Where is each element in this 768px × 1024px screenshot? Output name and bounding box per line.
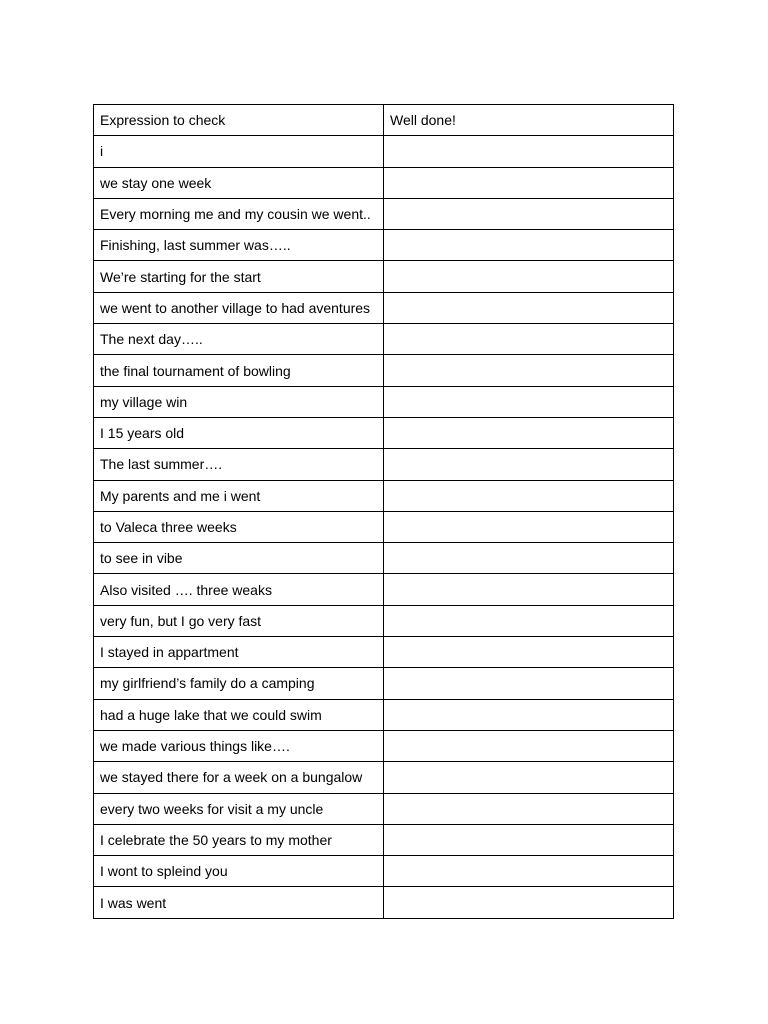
expression-cell: The last summer…. [94,449,384,480]
check-cell [384,637,674,668]
check-cell [384,543,674,574]
expression-cell: we stayed there for a week on a bungalow [94,762,384,793]
table-row [94,511,674,542]
expression-cell: we stay one week [94,167,384,198]
check-cell [384,605,674,636]
check-cell [384,793,674,824]
expression-cell: Also visited …. three weaks [94,574,384,605]
expression-cell: my girlfriend’s family do a camping [94,668,384,699]
table-row [94,605,674,636]
expression-cell: the final tournament of bowling [94,355,384,386]
table-row [94,230,674,261]
check-cell [384,261,674,292]
check-cell [384,136,674,167]
expression-cell: we went to another village to had aventures [94,292,384,323]
expression-cell: every two weeks for visit a my uncle [94,793,384,824]
check-cell [384,511,674,542]
table-row [94,324,674,355]
table-row [94,887,674,918]
table-header-row [94,105,674,136]
check-cell [384,292,674,323]
check-cell [384,386,674,417]
check-cell [384,324,674,355]
check-cell [384,167,674,198]
table-row [94,762,674,793]
check-cell [384,417,674,448]
table-row [94,793,674,824]
expression-cell: We’re starting for the start [94,261,384,292]
check-cell [384,230,674,261]
expression-cell: I stayed in appartment [94,637,384,668]
expression-cell: to see in vibe [94,543,384,574]
header-expression-cell: Expression to check [94,105,384,136]
table-row [94,543,674,574]
table-row [94,136,674,167]
table-row [94,449,674,480]
check-cell [384,668,674,699]
expression-cell: I was went [94,887,384,918]
table-row [94,386,674,417]
expression-check-table [93,104,674,919]
check-cell [384,574,674,605]
check-cell [384,762,674,793]
check-cell [384,699,674,730]
expression-cell: I celebrate the 50 years to my mother [94,824,384,855]
expression-cell: I 15 years old [94,417,384,448]
table-row [94,637,674,668]
table-row [94,856,674,887]
expression-cell: Every morning me and my cousin we went.. [94,198,384,229]
table-row [94,355,674,386]
table-row [94,574,674,605]
expression-cell: had a huge lake that we could swim [94,699,384,730]
check-cell [384,824,674,855]
expression-cell: The next day….. [94,324,384,355]
check-cell [384,480,674,511]
table-row [94,730,674,761]
table-row [94,699,674,730]
table-row [94,824,674,855]
check-cell [384,355,674,386]
expression-cell: I wont to spleind you [94,856,384,887]
table-row [94,292,674,323]
expression-cell: we made various things like…. [94,730,384,761]
table-row [94,417,674,448]
header-well-done-cell: Well done! [384,105,674,136]
table-row [94,261,674,292]
check-cell [384,198,674,229]
check-cell [384,449,674,480]
table-row [94,480,674,511]
expression-cell: i [94,136,384,167]
check-cell [384,887,674,918]
expression-cell: Finishing, last summer was….. [94,230,384,261]
expression-cell: very fun, but I go very fast [94,605,384,636]
expression-cell: My parents and me i went [94,480,384,511]
expression-cell: to Valeca three weeks [94,511,384,542]
check-cell [384,730,674,761]
table-row [94,668,674,699]
expression-cell: my village win [94,386,384,417]
table-row [94,198,674,229]
check-cell [384,856,674,887]
table-row [94,167,674,198]
